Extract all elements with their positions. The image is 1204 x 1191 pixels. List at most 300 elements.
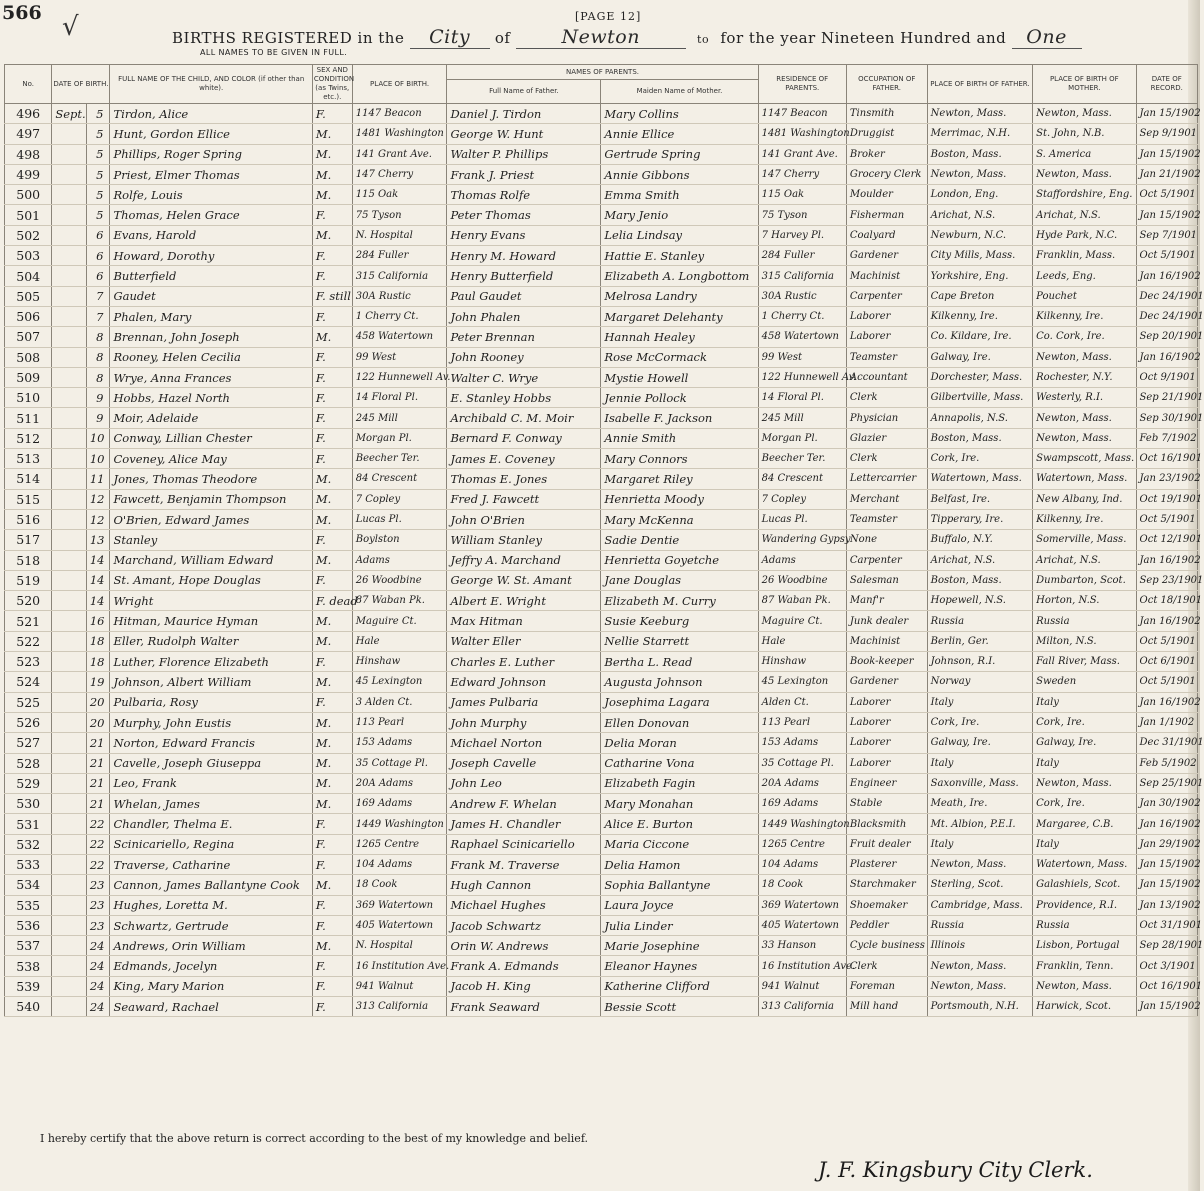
cell-sex: F. [312, 246, 352, 266]
cell-month [52, 286, 86, 306]
table-row [5, 611, 1198, 631]
cell-record: Jan 15/1902 [1136, 997, 1197, 1017]
cell-occupation: None [846, 530, 927, 550]
cell-child-name: Norton, Edward Francis [110, 733, 312, 753]
cell-residence: Adams [758, 550, 846, 570]
cell-sex: M. [312, 124, 352, 144]
cell-mother: Mary Jenio [601, 205, 758, 225]
cell-occupation: Carpenter [846, 550, 927, 570]
cell-father-birthplace: Hopewell, N.S. [927, 591, 1033, 611]
cell-mother: Catharine Vona [601, 753, 758, 773]
cell-day: 9 [86, 408, 110, 428]
cell-residence: 99 West [758, 347, 846, 367]
cell-mother-birthplace: Kilkenny, Ire. [1033, 306, 1136, 326]
cell-father-birthplace: Italy [927, 834, 1033, 854]
cell-sex: F. [312, 895, 352, 915]
cell-child-name: Pulbaria, Rosy [110, 692, 312, 712]
table-row [5, 225, 1198, 245]
cell-residence: Beecher Ter. [758, 449, 846, 469]
cell-record: Sep 25/1901 [1136, 773, 1197, 793]
cell-mother: Henrietta Goyetche [601, 550, 758, 570]
cell-father: Walter P. Phillips [447, 144, 601, 164]
cell-sex: M. [312, 733, 352, 753]
cell-record: Oct 5/1901 [1136, 509, 1197, 529]
cell-mother: Laura Joyce [601, 895, 758, 915]
cell-number: 532 [5, 834, 52, 854]
cell-father: Walter Eller [447, 631, 601, 651]
register-title [172, 26, 1082, 49]
cell-sex: F. [312, 692, 352, 712]
cell-number: 506 [5, 306, 52, 326]
cell-sex: F. [312, 997, 352, 1017]
cell-occupation: Glazier [846, 428, 927, 448]
table-row [5, 530, 1198, 550]
cell-birthplace: Morgan Pl. [352, 428, 447, 448]
cell-mother-birthplace: Margaree, C.B. [1033, 814, 1136, 834]
cell-day: 21 [86, 773, 110, 793]
title-to: to [697, 33, 710, 46]
cell-mother-birthplace: Kilkenny, Ire. [1033, 509, 1136, 529]
cell-father: Bernard F. Conway [447, 428, 601, 448]
cell-day: 22 [86, 854, 110, 874]
cell-number: 520 [5, 591, 52, 611]
clerk-signature: J. F. Kingsbury City Clerk. [818, 1158, 1093, 1182]
cell-child-name: Fawcett, Benjamin Thompson [110, 489, 312, 509]
cell-mother: Annie Smith [601, 428, 758, 448]
cell-mother-birthplace: Franklin, Mass. [1033, 246, 1136, 266]
cell-child-name: Hitman, Maurice Hyman [110, 611, 312, 631]
cell-residence: Hinshaw [758, 652, 846, 672]
cell-child-name: Tirdon, Alice [110, 104, 312, 124]
cell-number: 504 [5, 266, 52, 286]
cell-record: Jan 21/1902 [1136, 164, 1197, 184]
cell-birthplace: 3 Alden Ct. [352, 692, 447, 712]
cell-mother-birthplace: New Albany, Ind. [1033, 489, 1136, 509]
cell-day: 14 [86, 591, 110, 611]
cell-day: 24 [86, 997, 110, 1017]
cell-day: 13 [86, 530, 110, 550]
table-row [5, 936, 1198, 956]
cell-mother-birthplace: Russia [1033, 611, 1136, 631]
table-row [5, 834, 1198, 854]
cell-day: 5 [86, 164, 110, 184]
cell-record: Oct 5/1901 [1136, 246, 1197, 266]
cell-record: Oct 3/1901 [1136, 956, 1197, 976]
cell-month [52, 246, 86, 266]
cell-month [52, 327, 86, 347]
cell-month [52, 347, 86, 367]
cell-father: Hugh Cannon [447, 875, 601, 895]
cell-child-name: Edmands, Jocelyn [110, 956, 312, 976]
cell-mother-birthplace: Italy [1033, 753, 1136, 773]
cell-father-birthplace: Galway, Ire. [927, 733, 1033, 753]
cell-month [52, 408, 86, 428]
cell-child-name: Howard, Dorothy [110, 246, 312, 266]
cell-month [52, 144, 86, 164]
cell-sex: M. [312, 753, 352, 773]
cell-number: 537 [5, 936, 52, 956]
table-row [5, 712, 1198, 732]
cell-residence: 1481 Washington [758, 124, 846, 144]
cell-number: 538 [5, 956, 52, 976]
cell-residence: 141 Grant Ave. [758, 144, 846, 164]
cell-record: Feb 7/1902 [1136, 428, 1197, 448]
cell-mother-birthplace: Harwick, Scot. [1033, 997, 1136, 1017]
cell-sex: M. [312, 936, 352, 956]
cell-father-birthplace: Newton, Mass. [927, 854, 1033, 874]
cell-residence: 35 Cottage Pl. [758, 753, 846, 773]
table-row [5, 428, 1198, 448]
table-row [5, 449, 1198, 469]
cell-number: 533 [5, 854, 52, 874]
cell-residence: 458 Watertown [758, 327, 846, 347]
cell-birthplace: 458 Watertown [352, 327, 447, 347]
cell-month [52, 773, 86, 793]
cell-mother: Mystie Howell [601, 367, 758, 387]
cell-month [52, 489, 86, 509]
cell-birthplace: 1481 Washington [352, 124, 447, 144]
cell-father: Peter Brennan [447, 327, 601, 347]
cell-child-name: Cavelle, Joseph Giuseppa [110, 753, 312, 773]
cell-residence: 122 Hunnewell Av. [758, 367, 846, 387]
cell-number: 513 [5, 449, 52, 469]
cell-number: 523 [5, 652, 52, 672]
cell-residence: Wandering Gypsy [758, 530, 846, 550]
cell-sex: F. [312, 652, 352, 672]
cell-record: Jan 23/1902 [1136, 469, 1197, 489]
cell-mother-birthplace: Sweden [1033, 672, 1136, 692]
cell-father: Peter Thomas [447, 205, 601, 225]
cell-number: 526 [5, 712, 52, 732]
cell-sex: M. [312, 164, 352, 184]
cell-month [52, 712, 86, 732]
table-row [5, 956, 1198, 976]
cell-father: Joseph Cavelle [447, 753, 601, 773]
cell-occupation: Druggist [846, 124, 927, 144]
cell-month [52, 185, 86, 205]
cell-father-birthplace: Illinois [927, 936, 1033, 956]
cell-father-birthplace: Kilkenny, Ire. [927, 306, 1033, 326]
cell-record: Dec 24/1901 [1136, 306, 1197, 326]
cell-mother: Emma Smith [601, 185, 758, 205]
cell-father-birthplace: Belfast, Ire. [927, 489, 1033, 509]
cell-child-name: Evans, Harold [110, 225, 312, 245]
cell-residence: 315 California [758, 266, 846, 286]
cell-birthplace: 313 California [352, 997, 447, 1017]
cell-birthplace: 75 Tyson [352, 205, 447, 225]
cell-day: 7 [86, 306, 110, 326]
cell-mother-birthplace: Co. Cork, Ire. [1033, 327, 1136, 347]
cell-child-name: Stanley [110, 530, 312, 550]
cell-mother: Margaret Delehanty [601, 306, 758, 326]
table-row [5, 327, 1198, 347]
cell-mother: Mary Connors [601, 449, 758, 469]
cell-number: 539 [5, 976, 52, 996]
cell-occupation: Teamster [846, 509, 927, 529]
cell-mother: Rose McCormack [601, 347, 758, 367]
cell-record: Jan 1/1902 [1136, 712, 1197, 732]
cell-child-name: Schwartz, Gertrude [110, 915, 312, 935]
cell-residence: 84 Crescent [758, 469, 846, 489]
cell-child-name: Wrye, Anna Frances [110, 367, 312, 387]
cell-sex: F. [312, 570, 352, 590]
cell-mother: Annie Gibbons [601, 164, 758, 184]
cell-occupation: Cycle business [846, 936, 927, 956]
cell-child-name: Hughes, Loretta M. [110, 895, 312, 915]
cell-father: Thomas E. Jones [447, 469, 601, 489]
cell-occupation: Laborer [846, 712, 927, 732]
cell-month [52, 591, 86, 611]
cell-residence: Alden Ct. [758, 692, 846, 712]
cell-occupation: Machinist [846, 631, 927, 651]
cell-number: 527 [5, 733, 52, 753]
cell-father: James Pulbaria [447, 692, 601, 712]
cell-day: 16 [86, 611, 110, 631]
cell-father: James H. Chandler [447, 814, 601, 834]
cell-birthplace: 20A Adams [352, 773, 447, 793]
cell-day: 24 [86, 976, 110, 996]
table-row [5, 469, 1198, 489]
cell-father-birthplace: Gilbertville, Mass. [927, 388, 1033, 408]
cell-residence: Lucas Pl. [758, 509, 846, 529]
cell-mother: Mary McKenna [601, 509, 758, 529]
cell-father-birthplace: Boston, Mass. [927, 570, 1033, 590]
cell-day: 18 [86, 652, 110, 672]
cell-sex: F. [312, 976, 352, 996]
cell-child-name: Scinicariello, Regina [110, 834, 312, 854]
cell-occupation: Gardener [846, 246, 927, 266]
cell-father-birthplace: Cape Breton [927, 286, 1033, 306]
cell-mother-birthplace: Russia [1033, 915, 1136, 935]
cell-residence: 14 Floral Pl. [758, 388, 846, 408]
cell-father: John Murphy [447, 712, 601, 732]
cell-mother-birthplace: Leeds, Eng. [1033, 266, 1136, 286]
cell-father: Charles E. Luther [447, 652, 601, 672]
cell-day: 23 [86, 875, 110, 895]
cell-mother-birthplace: Pouchet [1033, 286, 1136, 306]
cell-child-name: Moir, Adelaide [110, 408, 312, 428]
cell-day: 19 [86, 672, 110, 692]
cell-occupation: Clerk [846, 388, 927, 408]
cell-month: Sept. [52, 104, 86, 124]
cell-occupation: Moulder [846, 185, 927, 205]
cell-residence: 104 Adams [758, 854, 846, 874]
cell-day: 6 [86, 246, 110, 266]
cell-day: 5 [86, 104, 110, 124]
cell-mother-birthplace: Arichat, N.S. [1033, 205, 1136, 225]
cell-number: 503 [5, 246, 52, 266]
cell-number: 500 [5, 185, 52, 205]
table-row [5, 895, 1198, 915]
cell-month [52, 428, 86, 448]
cell-record: Oct 6/1901 [1136, 652, 1197, 672]
cell-occupation: Broker [846, 144, 927, 164]
cell-number: 522 [5, 631, 52, 651]
cell-month [52, 915, 86, 935]
cell-father: Walter C. Wrye [447, 367, 601, 387]
cell-record: Oct 5/1901 [1136, 631, 1197, 651]
cell-father-birthplace: Merrimac, N.H. [927, 124, 1033, 144]
cell-sex: F. dead [312, 591, 352, 611]
cell-residence: 1265 Centre [758, 834, 846, 854]
cell-number: 530 [5, 794, 52, 814]
cell-number: 501 [5, 205, 52, 225]
cell-day: 8 [86, 367, 110, 387]
cell-father: Jeffry A. Marchand [447, 550, 601, 570]
cell-child-name: Brennan, John Joseph [110, 327, 312, 347]
cell-day: 8 [86, 327, 110, 347]
cell-number: 536 [5, 915, 52, 935]
cell-mother: Marie Josephine [601, 936, 758, 956]
cell-number: 517 [5, 530, 52, 550]
cell-occupation: Grocery Clerk [846, 164, 927, 184]
cell-sex: M. [312, 185, 352, 205]
table-row [5, 266, 1198, 286]
cell-sex: F. [312, 854, 352, 874]
cell-father: Jacob Schwartz [447, 915, 601, 935]
cell-father-birthplace: Meath, Ire. [927, 794, 1033, 814]
cell-mother-birthplace: Newton, Mass. [1033, 347, 1136, 367]
cell-sex: F. still [312, 286, 352, 306]
cell-day: 6 [86, 266, 110, 286]
cell-mother-birthplace: St. John, N.B. [1033, 124, 1136, 144]
cell-birthplace: 284 Fuller [352, 246, 447, 266]
cell-month [52, 225, 86, 245]
cell-child-name: Murphy, John Eustis [110, 712, 312, 732]
table-row [5, 773, 1198, 793]
table-row [5, 591, 1198, 611]
cell-birthplace: 30A Rustic [352, 286, 447, 306]
cell-mother-birthplace: Westerly, R.I. [1033, 388, 1136, 408]
cell-residence: 7 Copley [758, 489, 846, 509]
cell-child-name: Phillips, Roger Spring [110, 144, 312, 164]
cell-birthplace: 141 Grant Ave. [352, 144, 447, 164]
cell-record: Sep 30/1901 [1136, 408, 1197, 428]
cell-occupation: Shoemaker [846, 895, 927, 915]
cell-month [52, 875, 86, 895]
cell-occupation: Laborer [846, 733, 927, 753]
header-residence: RESIDENCE OF PARENTS. [758, 65, 846, 104]
cell-day: 21 [86, 753, 110, 773]
cell-father-birthplace: Newton, Mass. [927, 104, 1033, 124]
cell-mother-birthplace: Galway, Ire. [1033, 733, 1136, 753]
cell-number: 515 [5, 489, 52, 509]
cell-residence: 1147 Beacon [758, 104, 846, 124]
cell-number: 529 [5, 773, 52, 793]
cell-father: John Rooney [447, 347, 601, 367]
cell-birthplace: 245 Mill [352, 408, 447, 428]
cell-birthplace: 26 Woodbine [352, 570, 447, 590]
cell-mother: Katherine Clifford [601, 976, 758, 996]
cell-mother: Henrietta Moody [601, 489, 758, 509]
cell-mother-birthplace: Lisbon, Portugal [1033, 936, 1136, 956]
cell-mother: Susie Keeburg [601, 611, 758, 631]
cell-occupation: Tinsmith [846, 104, 927, 124]
cell-day: 23 [86, 915, 110, 935]
cell-father: John Phalen [447, 306, 601, 326]
cell-record: Jan 16/1902 [1136, 550, 1197, 570]
cell-record: Jan 16/1902 [1136, 266, 1197, 286]
cell-mother: Ellen Donovan [601, 712, 758, 732]
cell-sex: M. [312, 469, 352, 489]
cell-residence: 1 Cherry Ct. [758, 306, 846, 326]
cell-child-name: Conway, Lillian Chester [110, 428, 312, 448]
table-row [5, 509, 1198, 529]
cell-sex: M. [312, 489, 352, 509]
cell-month [52, 388, 86, 408]
cell-birthplace: 153 Adams [352, 733, 447, 753]
cell-father: Michael Hughes [447, 895, 601, 915]
cell-mother: Maria Ciccone [601, 834, 758, 854]
header-father: Full Name of Father. [447, 80, 601, 104]
cell-month [52, 570, 86, 590]
cell-day: 5 [86, 185, 110, 205]
cell-record: Oct 5/1901 [1136, 672, 1197, 692]
cell-record: Oct 12/1901 [1136, 530, 1197, 550]
cell-father: John O'Brien [447, 509, 601, 529]
cell-number: 516 [5, 509, 52, 529]
cell-father: William Stanley [447, 530, 601, 550]
cell-father: Fred J. Fawcett [447, 489, 601, 509]
title-prefix: BIRTHS REGISTERED in the [172, 29, 405, 47]
cell-residence: 7 Harvey Pl. [758, 225, 846, 245]
cell-mother: Elizabeth A. Longbottom [601, 266, 758, 286]
cell-record: Jan 15/1902 [1136, 104, 1197, 124]
cell-day: 23 [86, 895, 110, 915]
cell-residence: 75 Tyson [758, 205, 846, 225]
cell-number: 511 [5, 408, 52, 428]
cell-father: Frank J. Priest [447, 164, 601, 184]
cell-mother: Josephima Lagara [601, 692, 758, 712]
cell-mother-birthplace: Newton, Mass. [1033, 428, 1136, 448]
cell-day: 14 [86, 570, 110, 590]
city-type: City [429, 26, 471, 48]
cell-record: Oct 16/1901 [1136, 976, 1197, 996]
cell-mother: Julia Linder [601, 915, 758, 935]
cell-sex: M. [312, 875, 352, 895]
city-name-blank [516, 26, 686, 49]
table-row [5, 246, 1198, 266]
cell-month [52, 997, 86, 1017]
cell-mother-birthplace: Newton, Mass. [1033, 164, 1136, 184]
cell-sex: M. [312, 550, 352, 570]
table-row [5, 104, 1198, 124]
cell-father-birthplace: Portsmouth, N.H. [927, 997, 1033, 1017]
cell-birthplace: 7 Copley [352, 489, 447, 509]
cell-mother: Hannah Healey [601, 327, 758, 347]
cell-number: 525 [5, 692, 52, 712]
cell-record: Jan 15/1902 [1136, 875, 1197, 895]
cell-sex: M. [312, 631, 352, 651]
cell-residence: 30A Rustic [758, 286, 846, 306]
cell-month [52, 306, 86, 326]
cell-mother-birthplace: S. America [1033, 144, 1136, 164]
cell-occupation: Gardener [846, 672, 927, 692]
cell-number: 524 [5, 672, 52, 692]
cell-mother-birthplace: Somerville, Mass. [1033, 530, 1136, 550]
cell-sex: F. [312, 205, 352, 225]
cell-birthplace: 1449 Washington [352, 814, 447, 834]
cell-birthplace: Adams [352, 550, 447, 570]
cell-record: Jan 15/1902 [1136, 205, 1197, 225]
cell-birthplace: N. Hospital [352, 936, 447, 956]
cell-child-name: Hobbs, Hazel North [110, 388, 312, 408]
cell-occupation: Teamster [846, 347, 927, 367]
cell-residence: 147 Cherry [758, 164, 846, 184]
cell-mother: Bertha L. Read [601, 652, 758, 672]
cell-father: Andrew F. Whelan [447, 794, 601, 814]
cell-mother-birthplace: Rochester, N.Y. [1033, 367, 1136, 387]
